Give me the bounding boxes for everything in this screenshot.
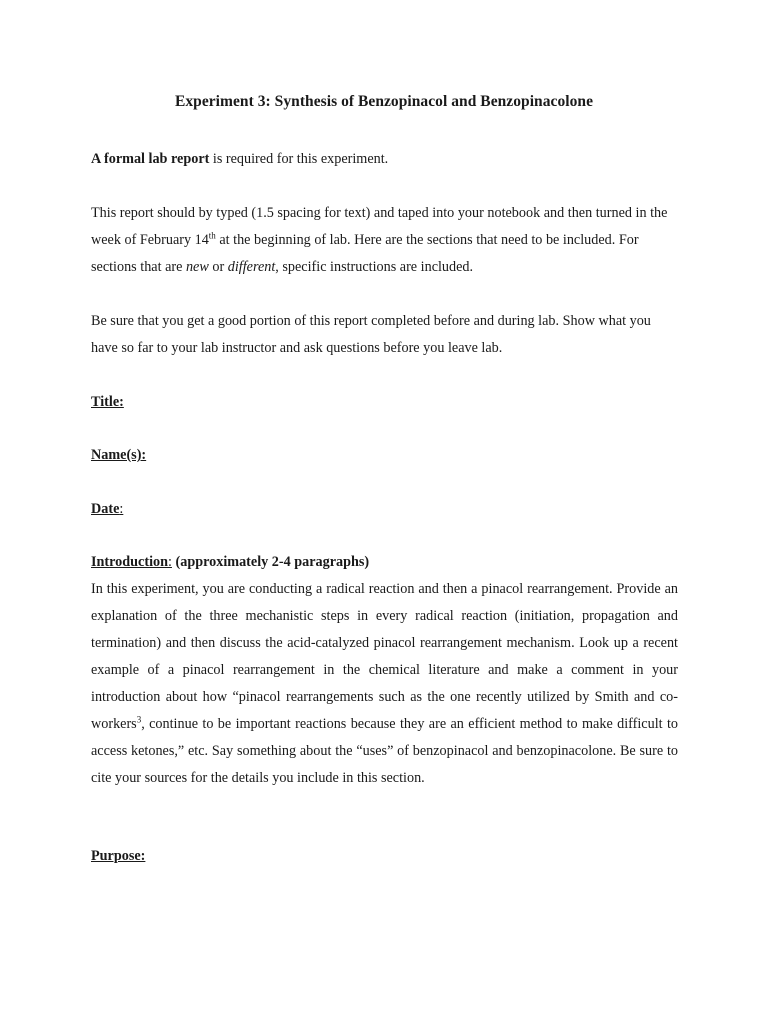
- title-section-label: Title:: [91, 394, 124, 410]
- purpose-section-label: Purpose:: [91, 848, 146, 864]
- introduction-text-part2: , continue to be important reactions because they are an efficient method to make difficult to access ketones,” etc. Say something about the “uses” of benzopinacol and benzopinacolone. Be sure to cite your sources for the details you include in this section.: [91, 716, 678, 786]
- different-word: different: [227, 259, 276, 275]
- formal-report-bold: A formal lab report: [91, 151, 210, 167]
- introduction-label-text: Introduction: [91, 554, 168, 570]
- date-label-colon: :: [119, 501, 124, 517]
- report-instructions-paragraph: [91, 200, 678, 281]
- report-text-part3: , specific instructions are included.: [275, 259, 474, 275]
- introduction-label-colon: :: [168, 554, 172, 570]
- introduction-paragraph: [91, 576, 678, 792]
- document-title: Experiment 3: Synthesis of Benzopinacol and Benzopinacolone: [174, 93, 594, 110]
- report-text-part2: at the beginning of lab. Here are the sections that need to be included. For sections that are: [91, 232, 639, 275]
- introduction-length-note: (approximately 2-4 paragraphs): [171, 554, 370, 570]
- introduction-section-label: [91, 549, 369, 576]
- portion-paragraph: Be sure that you get a good portion of this report completed before and during lab. Show what you have so far to your lab instructor and ask questions before you leave lab.: [91, 313, 651, 356]
- new-word: new: [185, 259, 209, 275]
- report-superscript: th: [208, 230, 216, 241]
- formal-report-rest: is required for this experiment.: [209, 151, 389, 167]
- formal-report-line: [91, 146, 678, 173]
- or-word: or: [208, 259, 228, 275]
- citation-superscript: 3: [136, 714, 142, 725]
- introduction-text-part1: In this experiment, you are conducting a radical reaction and then a pinacol rearrangement. Provide an explanation of the three mechanistic steps in every radical reaction (initiation, propagation and termination) and then discuss the acid-catalyzed pinacol rearrangement mechanism. Look up a recent example of a pinacol rearrangement in the chemical literature and make a comment in your introduction about how “pinacol rearrangements such as the one recently utilized by Smith and co-workers: [91, 581, 678, 732]
- names-section-label: Name(s):: [91, 447, 147, 463]
- date-section-label: [91, 496, 123, 523]
- date-label-text: Date: [91, 501, 120, 517]
- report-text-part1: This report should by typed (1.5 spacing for text) and taped into your notebook and then turned in the week of February 14: [91, 205, 668, 248]
